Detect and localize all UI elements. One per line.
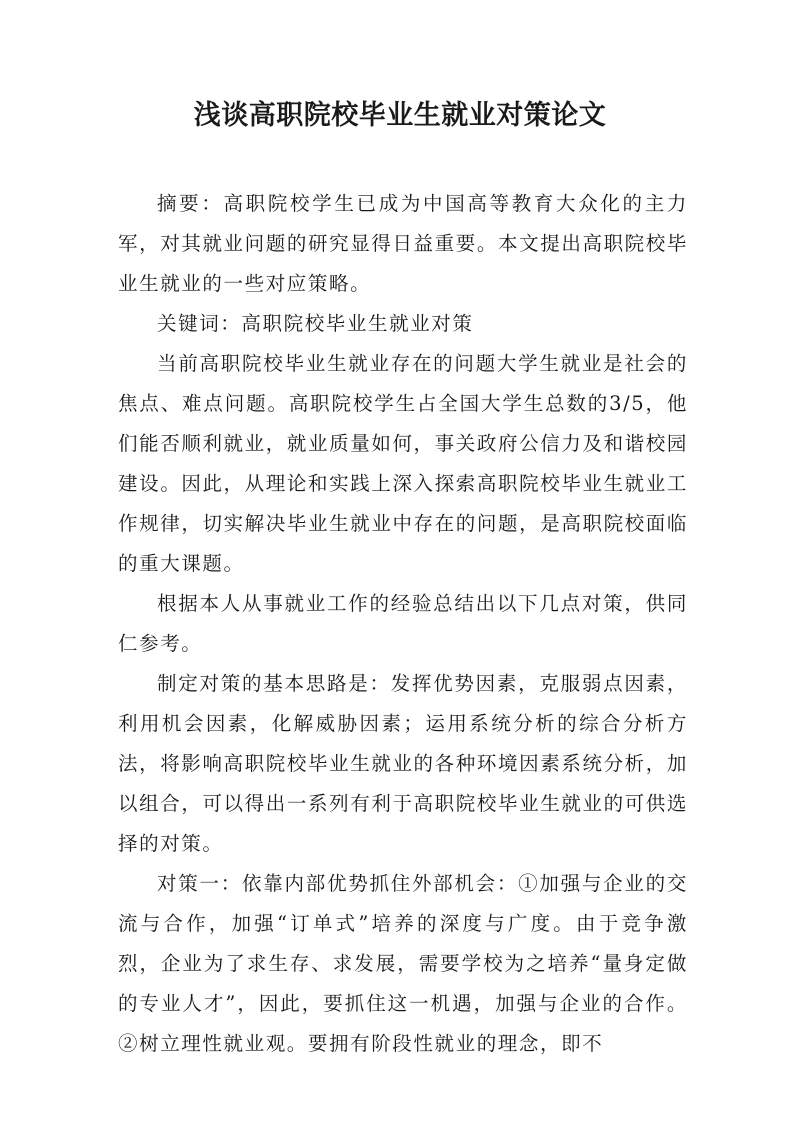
body-paragraph: 对策一：依靠内部优势抓住外部机会：①加强与企业的交流与合作，加强“订单式”培养的深度与广度。由于竞争激烈，企业为了求生存、求发展，需要学校为之培养“量身定做的专业人才”，因此，要抓住这一机遇，加强与企业的合作。②树立理性就业观。要拥有阶段性就业的理念，即不 [118,872,688,1055]
document-body [118,184,688,1064]
keywords-paragraph: 关键词：高职院校毕业生就业对策 [157,312,474,335]
body-paragraph: 当前高职院校毕业生就业存在的问题大学生就业是社会的焦点、难点问题。高职院校学生占全国大学生总数的3/5，他们能否顺利就业，就业质量如何，事关政府公信力及和谐校园建设。因此，从理论和实践上深入探索高职院校毕业生就业工作规律，切实解决毕业生就业中存在的问题，是高职院校面临的重大课题。 [118,352,688,575]
body-paragraph: 根据本人从事就业工作的经验总结出以下几点对策，供同仁参考。 [118,592,688,655]
abstract-paragraph: 摘要：高职院校学生已成为中国高等教育大众化的主力军，对其就业问题的研究显得日益重要。本文提出高职院校毕业生就业的一些对应策略。 [118,192,688,295]
document-title: 浅谈高职院校毕业生就业对策论文 [193,100,607,131]
body-paragraph: 制定对策的基本思路是：发挥优势因素，克服弱点因素，利用机会因素，化解威胁因素；运用系统分析的综合分析方法，将影响高职院校毕业生就业的各种环境因素系统分析，加以组合，可以得出一系列有利于高职院校毕业生就业的可供选择的对策。 [118,672,688,855]
